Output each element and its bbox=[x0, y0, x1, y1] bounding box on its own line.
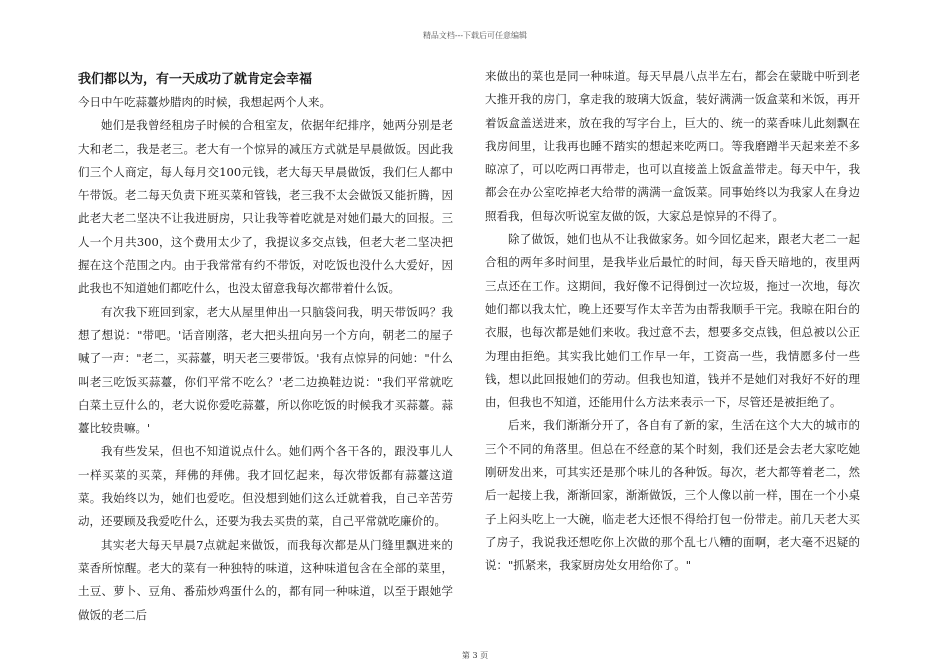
paragraph-dialogue: 有次我下班回到家，老大从屋里伸出一只脑袋问我，明天带饭吗？我想了想说："带吧。'话音刚落，老大把头扭向另一个方向，朝老二的屋子喊了一声："老二，买蒜薹，明天老三要带饭。'我有点惊异的问她："什么叫老三吃饭买蒜薹，你们平常不吃么？'老二边换鞋边说："我们平常就吃白菜土豆什么的，老大说你爱吃蒜薹，所以你吃饭的时候我才买蒜薹。蒜薹比较贵嘛。' bbox=[78, 304, 453, 436]
paragraph-housework: 除了做饭，她们也从不让我做家务。如今回忆起来，跟老大老二一起合租的两年多时间里，是我毕业后最忙的时间，每天昏天暗地的，夜里两三点还在工作。这期间，我好像不记得倒过一次垃圾，拖过一次地，每次她们都以我太忙，晚上还要写作太辛苦为由帮我顺手干完。我晾在阳台的衣服，也每次都是她们来收。我过意不去，想要多交点钱，但总被以公正为理由拒绝。其实我比她们工作早一年，工资高一些，我情愿多付一些钱，想以此回报她们的劳动。但我也知道，钱并不是她们对我好不好的理由，但我也不知道，还能用什么方法来表示一下，尽管还是被拒绝了。 bbox=[485, 232, 860, 410]
paragraph-reflection: 我有些发呆，但也不知道说点什么。她们两个各干各的，跟没事儿人一样买菜的买菜，拜佛的拜佛。我才回忆起来，每次带饭都有蒜薹这道菜。我始终以为，她们也爱吃。但没想到她们这么迁就着我，自己辛苦劳动，还要顾及我爱吃什么，还要为我去买贵的菜，自己平常就吃廉价的。 bbox=[78, 444, 453, 529]
right-column bbox=[485, 65, 860, 578]
article-title: 我们都以为，有一天成功了就肯定会幸福 bbox=[78, 72, 313, 87]
paragraph-roommates: 她们是我曾经租房子时候的合租室友，依据年纪排序，她两分别是老大和老二，我是老三。老大有一个惊异的减压方式就是早晨做饭。因此我们三个人商定，每人每月交100元钱，老大每天早晨做饭，我们仨人都中午带饭。老二每天负责下班买菜和管钱，老三我不太会做饭又能折腾，因此老大老二坚决不让我进厨房，只让我等着吃就是对她们最大的回报。三人一个月共300，这个费用太少了，我提议多交点钱，但老大老二坚决把握在这个范围之内。由于我常常有约不带饭，对吃饭也没什么大爱好，因此我也不知道她们都吃什么，也没太留意我每次都带着什么饭。 bbox=[78, 118, 453, 296]
paragraph-cooking: 其实老大每天早晨7点就起来做饭，而我每次都是从门缝里飘进来的菜香所惊醒。老大的菜有一种独特的味道，这种味道包含在全部的菜里，土豆、萝卜、豆角、番茄炒鸡蛋什么的，都有同一种味道，以至于跟她学做饭的老二后 bbox=[78, 537, 453, 622]
left-column bbox=[78, 68, 453, 627]
page-number: 第 3 页 bbox=[461, 651, 489, 660]
page-header: 精品文档---下载后可任意编辑 bbox=[422, 31, 528, 40]
paragraph-later: 后来，我们渐渐分开了，各自有了新的家，生活在这个大大的城市的三个不同的角落里。但总在不经意的某个时刻，我们还是会去老大家吃她刚研发出来，可其实还是那个味儿的各种饭。每次，老大都等着老二，然后一起接上我，渐渐回家，渐渐做饭，三个人像以前一样，围在一个小桌子上闷头吃上一大碗，临走老大还恨不得给打包一份带走。前几天老大买了房子，我说我还想吃你上次做的那个乱七八糟的面啊，老大毫不迟疑的说："抓紧来，我家厨房处女用给你了。" bbox=[485, 418, 860, 573]
paragraph-intro: 今日中午吃蒜薹炒腊肉的时候，我想起两个人来。 bbox=[78, 95, 331, 109]
paragraph-continued: 来做出的菜也是同一种味道。每天早晨八点半左右，都会在蒙眬中听到老大推开我的房门，拿走我的玻璃大饭盒，装好满满一饭盒菜和米饭，再开着饭盒盖送进来，放在我的写字台上，巨大的、统一的菜香味儿此刻飘在我房间里，让我再也睡不踏实的想起来吃两口。等我磨蹭半天起来差不多晾凉了，可以吃两口再带走，也可以直接盖上饭盒盖带走。每天中午，我都会在办公室吃掉老大给带的满满一盒饭菜。同事始终以为我家人在身边照看我，但每次听说室友做的饭，大家总是惊异的不得了。 bbox=[485, 69, 860, 223]
